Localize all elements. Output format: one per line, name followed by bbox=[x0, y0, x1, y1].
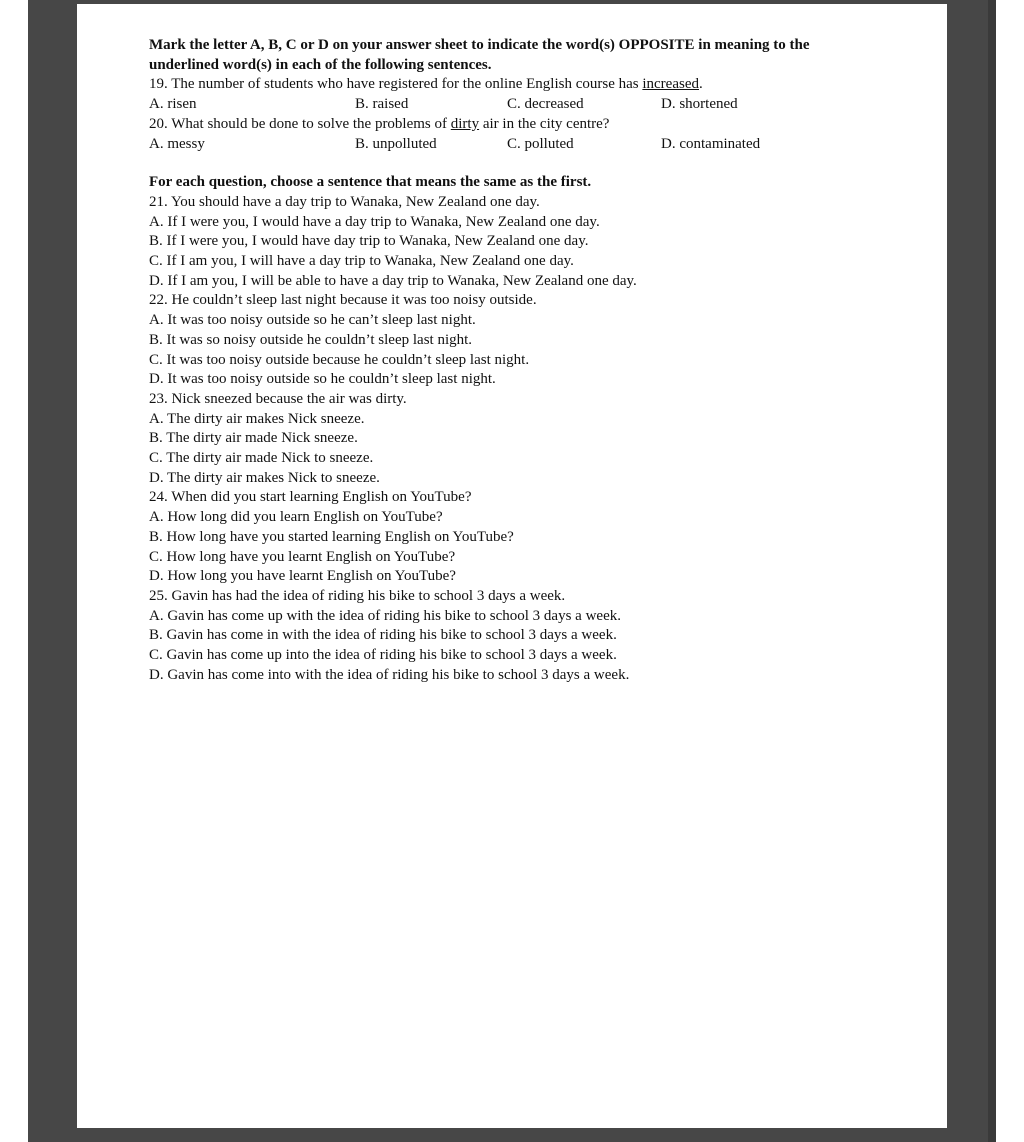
q20-text-end: air in the city centre? bbox=[479, 115, 610, 132]
q24-option-b: B. How long have you started learning English on YouTube? bbox=[149, 528, 514, 545]
q19-underlined-word: increased bbox=[642, 76, 699, 93]
question-21 bbox=[149, 193, 929, 292]
q22-option-a: A. It was too noisy outside so he can’t sleep last night. bbox=[149, 312, 476, 329]
q20-underlined-word: dirty bbox=[450, 115, 480, 132]
q23-option-d: D. The dirty air makes Nick to sneeze. bbox=[149, 469, 380, 486]
q25-option-b: B. Gavin has come in with the idea of riding his bike to school 3 days a week. bbox=[149, 627, 617, 644]
q20-text: 20. What should be done to solve the problems of bbox=[149, 115, 451, 132]
q19-option-c: C. decreased bbox=[507, 96, 584, 113]
q20-option-c: C. polluted bbox=[507, 135, 574, 152]
q23-stem: 23. Nick sneezed because the air was dirty. bbox=[149, 390, 407, 407]
q19-option-b: B. raised bbox=[355, 96, 409, 113]
q21-option-b: B. If I were you, I would have day trip to Wanaka, New Zealand one day. bbox=[149, 233, 589, 250]
viewer-edge bbox=[988, 0, 996, 1142]
q21-option-c: C. If I am you, I will have a day trip to Wanaka, New Zealand one day. bbox=[149, 253, 574, 269]
q24-option-a: A. How long did you learn English on YouTube? bbox=[149, 509, 443, 526]
q19-text-end: . bbox=[699, 76, 703, 93]
section2-instruction: For each question, choose a sentence that means the same as the first. bbox=[149, 174, 592, 191]
q25-option-c: C. Gavin has come up into the idea of riding his bike to school 3 days a week. bbox=[149, 647, 617, 664]
document-page bbox=[77, 4, 947, 1128]
q19-option-d: D. shortened bbox=[661, 96, 738, 113]
section1-instruction-line2: underlined word(s) in each of the following sentences. bbox=[149, 56, 492, 73]
q19-text: 19. The number of students who have registered for the online English course has bbox=[149, 76, 643, 93]
q21-stem: 21. You should have a day trip to Wanaka, New Zealand one day. bbox=[149, 193, 540, 210]
q24-option-d: D. How long you have learnt English on YouTube? bbox=[149, 568, 456, 585]
q23-option-a: A. The dirty air makes Nick sneeze. bbox=[149, 410, 365, 427]
question-19-options bbox=[149, 95, 929, 115]
q20-option-a: A. messy bbox=[149, 135, 205, 152]
q25-stem: 25. Gavin has had the idea of riding his bike to school 3 days a week. bbox=[149, 587, 566, 604]
q20-option-b: B. unpolluted bbox=[355, 135, 437, 152]
question-20-options bbox=[149, 135, 929, 155]
q24-option-c: C. How long have you learnt English on YouTube? bbox=[149, 548, 456, 565]
q22-option-c: C. It was too noisy outside because he couldn’t sleep last night. bbox=[149, 351, 530, 368]
q23-option-c: C. The dirty air made Nick to sneeze. bbox=[149, 450, 374, 467]
q22-option-d: D. It was too noisy outside so he couldn’t sleep last night. bbox=[149, 371, 496, 388]
question-24 bbox=[149, 488, 929, 587]
q23-option-b: B. The dirty air made Nick sneeze. bbox=[149, 430, 358, 447]
q21-option-d: D. If I am you, I will be able to have a day trip to Wanaka, New Zealand one day. bbox=[149, 272, 637, 289]
question-20-stem bbox=[149, 115, 929, 135]
q19-option-a: A. risen bbox=[149, 96, 197, 113]
q22-option-b: B. It was so noisy outside he couldn’t sleep last night. bbox=[149, 331, 473, 348]
q21-option-a: A. If I were you, I would have a day trip to Wanaka, New Zealand one day. bbox=[149, 213, 600, 230]
q25-option-a: A. Gavin has come up with the idea of riding his bike to school 3 days a week. bbox=[149, 607, 621, 624]
question-23 bbox=[149, 390, 929, 489]
section1-instruction-line1: Mark the letter A, B, C or D on your answer sheet to indicate the word(s) OPPOSITE in meaning to the bbox=[149, 37, 810, 53]
question-22 bbox=[149, 291, 929, 390]
question-19-stem bbox=[149, 75, 929, 95]
question-25 bbox=[149, 587, 929, 686]
section-spacer bbox=[149, 154, 929, 173]
worksheet-content bbox=[149, 36, 929, 685]
q24-stem: 24. When did you start learning English on YouTube? bbox=[149, 489, 472, 506]
q20-option-d: D. contaminated bbox=[661, 135, 761, 152]
q22-stem: 22. He couldn’t sleep last night because it was too noisy outside. bbox=[149, 292, 537, 309]
q25-option-d: D. Gavin has come into with the idea of riding his bike to school 3 days a week. bbox=[149, 666, 630, 683]
